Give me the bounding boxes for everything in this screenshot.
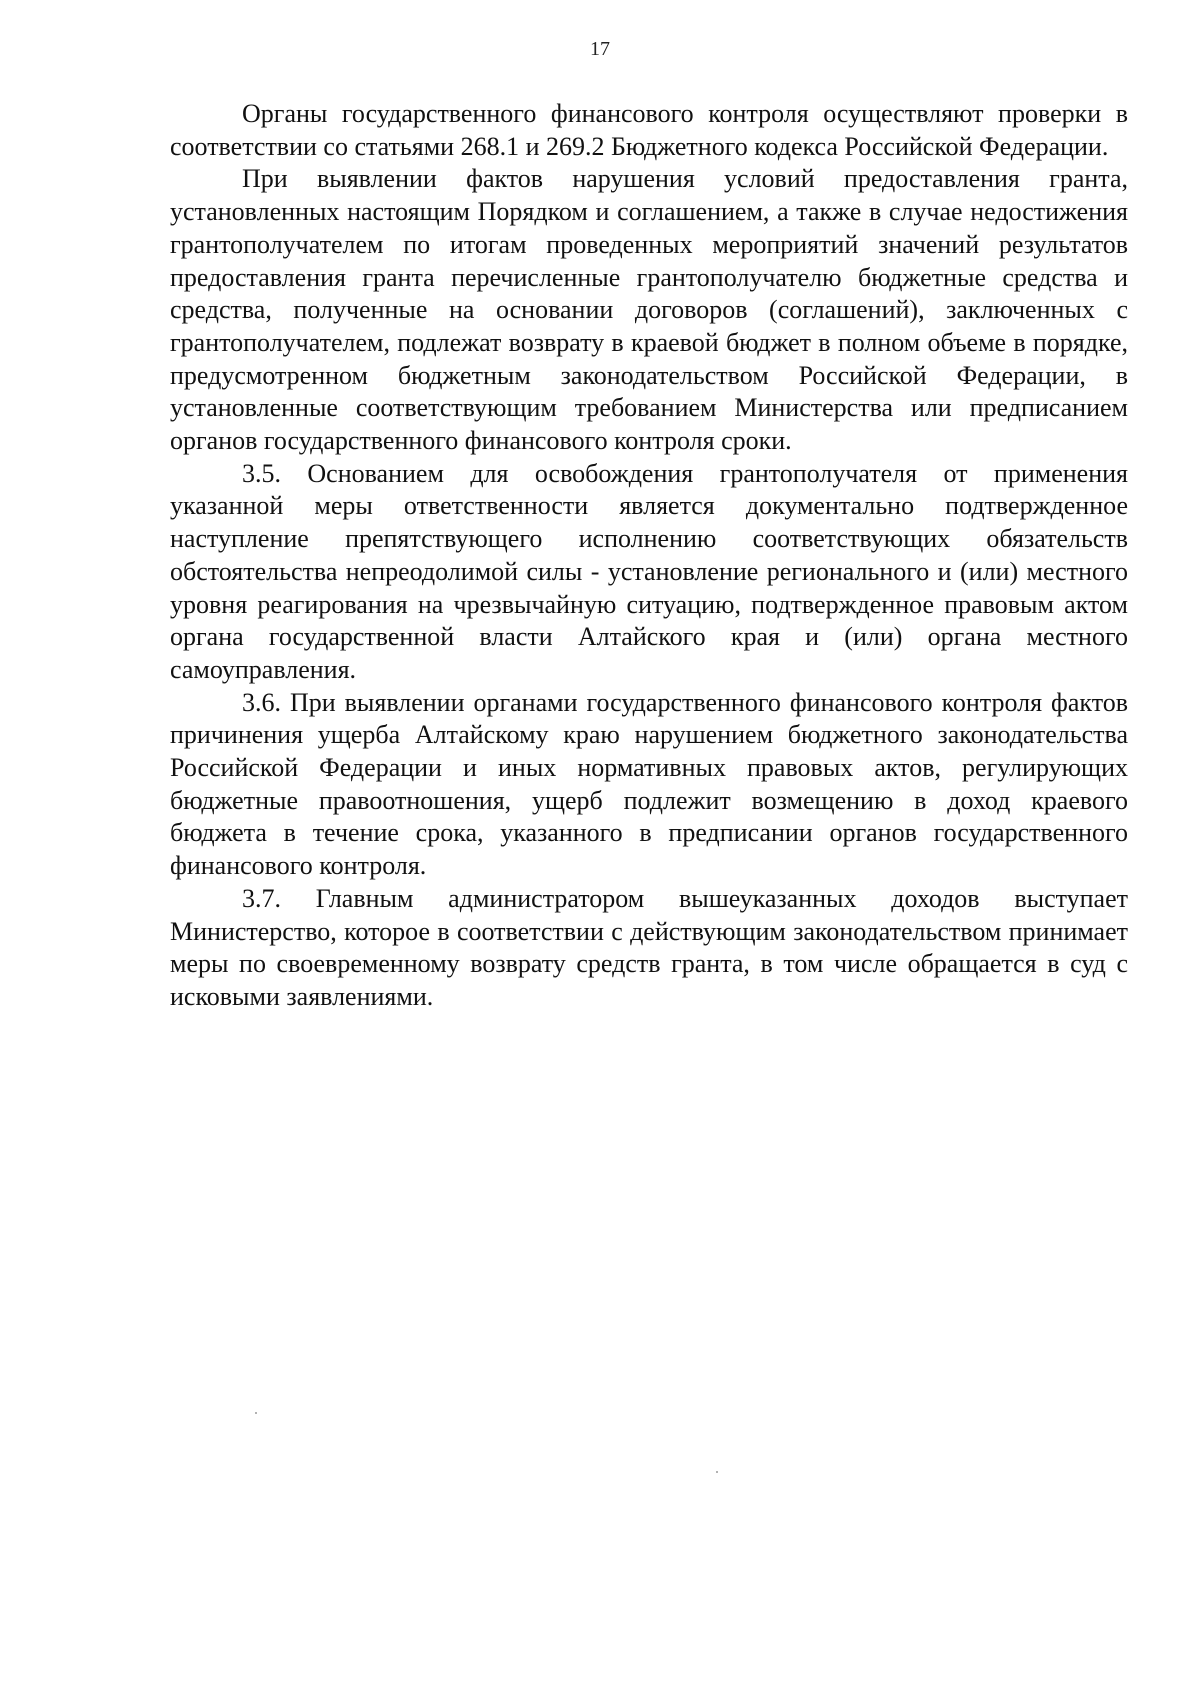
paragraph-grant-violation: При выявлении фактов нарушения условий предоставления гранта, установленных настоящим Порядком и соглашением, а также в случае недостижения грантополучателем по итогам проведенных мероприятий значений результатов предоставления гранта перечисленные грантополучателю бюджетные средства и средства, полученные на основании договоров (соглашений), заключенных с грантополучателем, подлежат возврату в краевой бюджет в полном объеме в порядке, предусмотренном бюджетным законодательством Российской Федерации, в установленные соответствующим требованием Министерства или предписанием органов государственного финансового контроля сроки. xyxy=(170,164,1128,456)
paragraph-3-6: 3.6. При выявлении органами государственного финансового контроля фактов причинения ущерба Алтайскому краю нарушением бюджетного законодательства Российской Федерации и иных нормативных правовых актов, регулирующих бюджетные правоотношения, ущерб подлежит возмещению в доход краевого бюджета в течение срока, указанного в предписании органов государственного финансового контроля. xyxy=(170,687,1128,881)
document-body xyxy=(170,98,1128,1014)
paragraph-3-5: 3.5. Основанием для освобождения грантополучателя от применения указанной меры ответственности является документально подтвержденное наступление препятствующего исполнению соответствующих обязательств обстоятельства непреодолимой силы - установление регионального и (или) местного уровня реагирования на чрезвычайную ситуацию, подтвержденное правовым актом органа государственной власти Алтайского края и (или) органа местного самоуправления. xyxy=(170,458,1128,684)
paragraph-financial-control: Органы государственного финансового контроля осуществляют проверки в соответствии со статьями 268.1 и 269.2 Бюджетного кодекса Российской Федерации. xyxy=(170,99,1128,161)
page-number: 17 xyxy=(590,38,610,60)
scan-speck xyxy=(255,1412,257,1414)
scan-speck xyxy=(716,1471,718,1473)
paragraph-3-7: 3.7. Главным администратором вышеуказанных доходов выступает Министерство, которое в соответствии с действующим законодательством принимает меры по своевременному возврату средств гранта, в том числе обращается в суд с исковыми заявлениями. xyxy=(170,883,1128,1011)
